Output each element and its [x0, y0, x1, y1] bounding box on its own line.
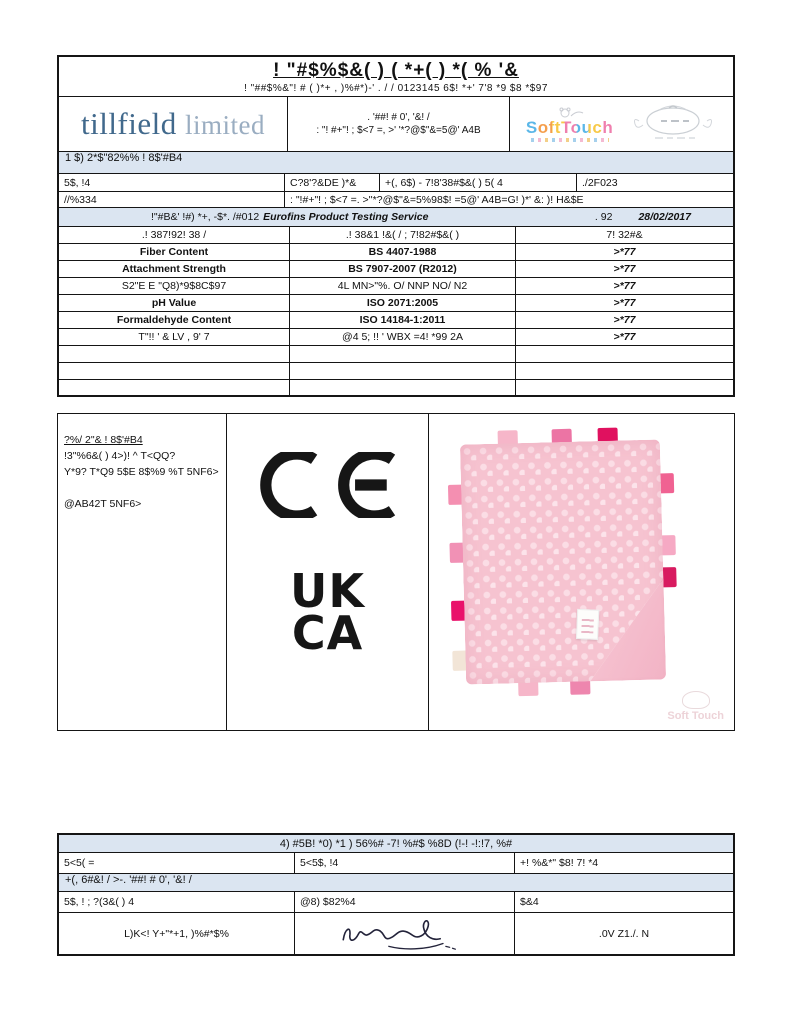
marking-title: ?%/ 2"& ! 8$'#B4 [64, 434, 143, 446]
lab-middle: . 92 [594, 211, 613, 223]
signatory-name: L)K<! Y+"*+1, )%#*$% [59, 913, 295, 954]
section-band-1 [59, 152, 733, 174]
test-result: >*77 [613, 246, 636, 258]
test-method: ISO 2071:2005 [290, 295, 516, 311]
marking-notes-cell [58, 414, 227, 730]
product-marking-section [57, 413, 735, 731]
approval-row-2 [59, 892, 733, 913]
company-suffix: limited [185, 110, 265, 140]
approval-cell: +! %&*" $8! 7! *4 [520, 857, 599, 869]
lab-prefix: !"#B&' !#) *+, -$*. /#012 [151, 211, 260, 223]
empty-row [59, 380, 733, 397]
column-header-row [59, 227, 733, 244]
signature-row [59, 913, 733, 954]
empty-row [59, 363, 733, 380]
test-name: S2"E E "Q8)*9$8C$97 [59, 278, 290, 294]
brand-tagline-dots [531, 138, 609, 142]
test-method: BS 4407-1988 [290, 244, 516, 260]
conformity-marks-cell [227, 414, 429, 730]
test-row [59, 329, 733, 346]
address-line-1: . '##! # 0', '&! / [367, 112, 430, 123]
ce-mark-icon [253, 452, 403, 518]
company-name: tillfield [80, 106, 177, 141]
test-method: @4 5; !! ' WBX =4! *99 2A [290, 329, 516, 345]
signature-image [330, 915, 480, 953]
test-name: Fiber Content [59, 244, 290, 260]
test-result: >*77 [613, 331, 636, 343]
col-header-method: .! 38&1 !&( / ; 7!82#$&( ) [290, 227, 516, 243]
ukca-line-1: UK [290, 564, 365, 618]
lab-date: 28/02/2017 [638, 211, 691, 223]
signature-date: .0V Z1./. N [598, 927, 650, 940]
company-logo [59, 97, 288, 151]
test-name: T"!! ' & LV , 9' 7 [59, 329, 290, 345]
address-cell-2: : "!#+"! ; $<7 =. >''*?@$"&=5%98$! =5@' A4B=G! )*' &: )! H&$E [290, 193, 584, 206]
info-cell-1: 5$, !4 [59, 174, 285, 191]
teddy-emblem-logo [629, 102, 717, 146]
info-row [59, 174, 733, 192]
test-name: Formaldehyde Content [59, 312, 290, 328]
approval-cell: @8) $82%4 [295, 892, 515, 912]
test-row [59, 295, 733, 312]
col-header-item: .! 387!92! 38 / [59, 227, 290, 243]
info-cell-4: ./2F023 [582, 176, 618, 189]
test-name: Attachment Strength [59, 261, 290, 277]
test-result: >*77 [613, 297, 636, 309]
company-address [288, 97, 510, 151]
approval-table [57, 833, 735, 956]
marking-line-2: Y*9? T*Q9 5$E 8$%9 %T 5NF6> [64, 466, 219, 478]
comforter-blanket-image [460, 439, 666, 684]
test-name: pH Value [59, 295, 290, 311]
signature-cell [295, 913, 515, 954]
test-report-table [57, 55, 735, 397]
test-result: >*77 [613, 280, 636, 292]
approval-cell: 5<5$, !4 [295, 853, 515, 873]
blanket-label [576, 609, 599, 640]
test-result: >*77 [613, 314, 636, 326]
test-row [59, 278, 733, 295]
lab-row [59, 208, 733, 227]
watermark-bear-icon [682, 691, 710, 709]
photo-watermark: Soft Touch [667, 691, 724, 722]
address-cell-1: //%334 [59, 192, 285, 207]
marking-line-3: @AB42T 5NF6> [64, 498, 142, 510]
test-row [59, 244, 733, 261]
approval-band-row [59, 874, 733, 892]
brand-soft: Soft [525, 117, 561, 137]
marking-line-1: !3"%6&( ) 4>)! ^ T<QQ? [64, 450, 176, 462]
product-photo [429, 414, 734, 730]
address-line-2: : "! #+"! ; $<7 =, >' '*?@$"&=5@' A4B [316, 125, 481, 136]
title-row [59, 57, 733, 97]
info-cell-2: C?8'?&DE )*& [285, 174, 380, 191]
test-row [59, 312, 733, 329]
logo-row [59, 97, 733, 152]
test-method: 4L MN>"%. O/ NNP NO/ N2 [290, 278, 516, 294]
empty-row [59, 346, 733, 363]
approval-cell: 5<5( = [59, 853, 295, 873]
test-method: ISO 14184-1:2011 [290, 312, 516, 328]
test-result: >*77 [613, 263, 636, 275]
col-header-result: 7! 32#& [606, 229, 643, 241]
test-row [59, 261, 733, 278]
approval-band-label: +(, 6#&! / >-. '##! # 0', '&! / [65, 874, 192, 886]
address-row [59, 192, 733, 208]
soft-touch-logo [526, 107, 613, 142]
approval-cell: 5$, ! ; ?(3&( ) 4 [59, 892, 295, 912]
approval-header-row [59, 835, 733, 853]
document-subtitle: ! "##$%&"! # ( )*+ , )%#*)-' . / / 0123145 6$! *+' 7'8 *9 $8 *$97 [244, 82, 548, 94]
document-title: ! "#$%$&( ) ( *+( ) *( % '& [273, 59, 519, 81]
approval-header: 4) #5B! *0) *1 ) 56%# -7! %#$ %8D (!-! -!:!7, %# [279, 837, 513, 850]
info-cell-3: +(, 6$) - 7!8'38#$&( ) 5( 4 [380, 174, 577, 191]
approval-row-1 [59, 853, 733, 874]
ukca-mark [290, 564, 365, 660]
approval-cell: $&4 [520, 896, 539, 908]
band-1-label: 1 $) 2*$"82%% ! 8$'#B4 [65, 152, 183, 164]
test-method: BS 7907-2007 (R2012) [290, 261, 516, 277]
brand-logos-cell [510, 97, 733, 151]
brand-touch: Touch [560, 117, 614, 137]
lab-name: Eurofins Product Testing Service [263, 211, 429, 223]
ukca-line-2: CA [291, 606, 364, 660]
